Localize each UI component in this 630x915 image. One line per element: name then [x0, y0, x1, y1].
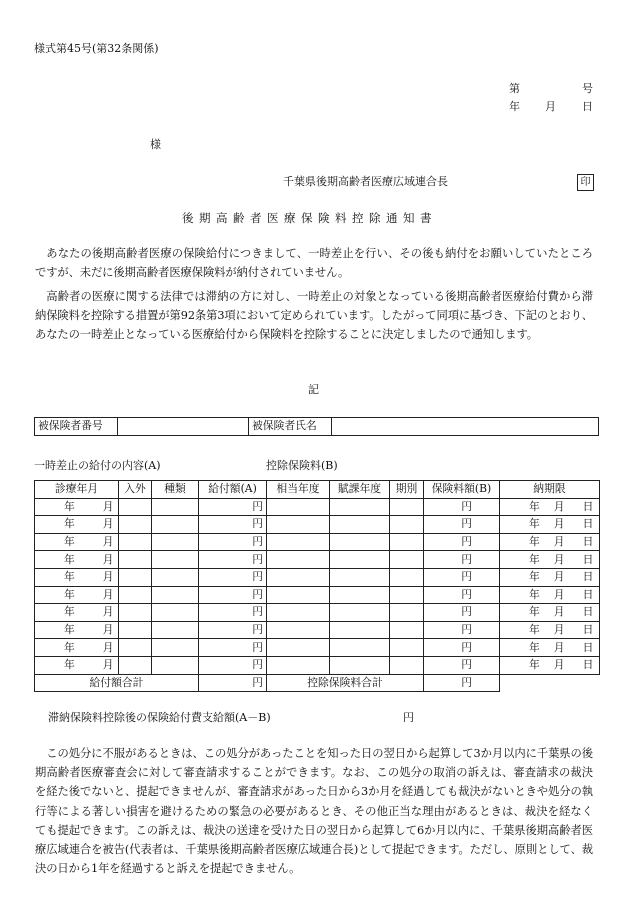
- cell-premium-amount: 円: [424, 498, 500, 516]
- cell-period: [390, 586, 424, 604]
- cell-type: [152, 533, 199, 551]
- doc-number-suffix: 号: [582, 82, 593, 95]
- cell-period: [390, 516, 424, 534]
- cell-levy-year: [330, 533, 390, 551]
- header-due-date: 納期限: [500, 481, 600, 499]
- form-number: 様式第45号(第32条関係): [34, 42, 159, 55]
- cell-due-date: 年 月 日: [500, 604, 600, 622]
- header-treatment-month: 診療年月: [35, 481, 119, 499]
- total-row: [35, 674, 600, 692]
- cell-treatment-month: 年 月: [35, 621, 119, 639]
- cell-in-out: [119, 516, 152, 534]
- insured-number-label: 被保険者番号: [35, 418, 118, 436]
- cell-levy-year: [330, 586, 390, 604]
- cell-type: [152, 639, 199, 657]
- cell-due-date: 年 月 日: [500, 639, 600, 657]
- total-benefit-label: 給付額合計: [35, 674, 199, 692]
- cell-period: [390, 533, 424, 551]
- cell-in-out: [119, 604, 152, 622]
- cell-corresponding-year: [267, 533, 330, 551]
- cell-corresponding-year: [267, 498, 330, 516]
- ki-note-heading: 記: [308, 383, 319, 396]
- header-levy-year: 賦課年度: [330, 481, 390, 499]
- date-year: 年: [509, 100, 520, 113]
- cell-period: [390, 498, 424, 516]
- cell-type: [152, 656, 199, 674]
- header-corresponding-year: 相当年度: [267, 481, 330, 499]
- insured-name-label: 被保険者氏名: [249, 418, 332, 436]
- cell-benefit-amount: 円: [199, 656, 267, 674]
- benefit-table: [34, 480, 600, 692]
- issuer-name: 千葉県後期高齢者医療広域連合長: [283, 175, 448, 188]
- cell-treatment-month: 年 月: [35, 586, 119, 604]
- cell-due-date: 年 月 日: [500, 498, 600, 516]
- cell-type: [152, 586, 199, 604]
- cell-premium-amount: 円: [424, 516, 500, 534]
- cell-treatment-month: 年 月: [35, 498, 119, 516]
- cell-in-out: [119, 656, 152, 674]
- table-row: [35, 639, 600, 657]
- cell-benefit-amount: 円: [199, 516, 267, 534]
- table-row: [35, 551, 600, 569]
- net-amount-label: 滞納保険料控除後の保険給付費支給額(A－B): [48, 711, 271, 724]
- insured-info-table: [34, 417, 599, 436]
- cell-type: [152, 551, 199, 569]
- cell-premium-amount: 円: [424, 656, 500, 674]
- cell-levy-year: [330, 604, 390, 622]
- cell-corresponding-year: [267, 621, 330, 639]
- cell-in-out: [119, 639, 152, 657]
- cell-treatment-month: 年 月: [35, 533, 119, 551]
- cell-in-out: [119, 533, 152, 551]
- total-benefit-yen: 円: [199, 674, 267, 692]
- table-row: [35, 656, 600, 674]
- cell-due-date: 年 月 日: [500, 621, 600, 639]
- document-title: 後期高齢者医療保険料控除通知書: [182, 211, 437, 225]
- seal-stamp: 印: [577, 174, 594, 191]
- addressee-honorific: 様: [150, 138, 161, 151]
- cell-in-out: [119, 498, 152, 516]
- cell-period: [390, 604, 424, 622]
- cell-benefit-amount: 円: [199, 604, 267, 622]
- cell-benefit-amount: 円: [199, 568, 267, 586]
- header-premium-amount: 保険料額(B): [424, 481, 500, 499]
- cell-levy-year: [330, 639, 390, 657]
- header-in-out: 入外: [119, 481, 152, 499]
- cell-levy-year: [330, 551, 390, 569]
- cell-benefit-amount: 円: [199, 498, 267, 516]
- cell-corresponding-year: [267, 604, 330, 622]
- cell-levy-year: [330, 568, 390, 586]
- net-amount-yen: 円: [403, 711, 414, 724]
- cell-period: [390, 656, 424, 674]
- cell-due-date: 年 月 日: [500, 516, 600, 534]
- cell-benefit-amount: 円: [199, 586, 267, 604]
- cell-corresponding-year: [267, 551, 330, 569]
- appeal-notice: この処分に不服があるときは、この処分があったことを知った日の翌日から起算して3か月以内に千葉県の後期高齢者医療審査会に対して審査請求することができます。なお、この処分の取消の訴えは、審査請求の裁決を経た後でないと、提起できませんが、審査請求があった日から3か月を経過しても裁決がないときや処分の執行等による著しい損害を避けるための緊急の必要があるとき、その他正当な理由があるときは、裁決を経なくても提起できます。この訴えは、裁決の送達を受けた日の翌日から起算して6か月以内に、千葉県後期高齢者医療広域連合を被告(代表者は、千葉県後期高齢者医療広域連合長)として提起できます。ただし、原則として、裁決の日から1年を経過すると訴えを提起できません。: [35, 747, 593, 876]
- cell-levy-year: [330, 498, 390, 516]
- cell-benefit-amount: 円: [199, 533, 267, 551]
- cell-period: [390, 568, 424, 586]
- cell-corresponding-year: [267, 586, 330, 604]
- insured-name-value: [332, 418, 599, 436]
- section-b-label: 控除保険料(B): [266, 459, 338, 472]
- cell-premium-amount: 円: [424, 604, 500, 622]
- cell-levy-year: [330, 516, 390, 534]
- header-benefit-amount: 給付額(A): [199, 481, 267, 499]
- cell-corresponding-year: [267, 568, 330, 586]
- table-row: [35, 568, 600, 586]
- cell-due-date: 年 月 日: [500, 551, 600, 569]
- header-type: 種類: [152, 481, 199, 499]
- date-month: 月: [545, 100, 556, 113]
- total-premium-label: 控除保険料合計: [267, 674, 424, 692]
- cell-type: [152, 498, 199, 516]
- cell-type: [152, 568, 199, 586]
- table-row: [35, 498, 600, 516]
- cell-treatment-month: 年 月: [35, 604, 119, 622]
- cell-premium-amount: 円: [424, 533, 500, 551]
- cell-corresponding-year: [267, 639, 330, 657]
- cell-treatment-month: 年 月: [35, 551, 119, 569]
- cell-premium-amount: 円: [424, 639, 500, 657]
- date-day: 日: [582, 100, 593, 113]
- cell-type: [152, 604, 199, 622]
- section-a-label: 一時差止の給付の内容(A): [34, 459, 161, 472]
- header-period: 期別: [390, 481, 424, 499]
- cell-treatment-month: 年 月: [35, 656, 119, 674]
- cell-in-out: [119, 586, 152, 604]
- cell-type: [152, 516, 199, 534]
- cell-treatment-month: 年 月: [35, 516, 119, 534]
- body-paragraph-2: 高齢者の医療に関する法律では滞納の方に対し、一時差止の対象となっている後期高齢者医療給付費から滞納保険料を控除する措置が第92条第3項において定められています。したがって同項に基づき、下記のとおり、あなたの一時差止となっている医療給付から保険料を控除することに決定しましたので通知します。: [35, 290, 593, 342]
- cell-levy-year: [330, 656, 390, 674]
- cell-corresponding-year: [267, 516, 330, 534]
- cell-type: [152, 621, 199, 639]
- total-row-blank: [500, 674, 600, 692]
- cell-benefit-amount: 円: [199, 621, 267, 639]
- cell-benefit-amount: 円: [199, 551, 267, 569]
- table-row: [35, 516, 600, 534]
- body-paragraph-1: あなたの後期高齢者医療の保険給付につきまして、一時差止を行い、その後も納付をお願いしていたところですが、未だに後期高齢者医療保険料が納付されていません。: [35, 247, 593, 280]
- cell-due-date: 年 月 日: [500, 586, 600, 604]
- cell-benefit-amount: 円: [199, 639, 267, 657]
- cell-corresponding-year: [267, 656, 330, 674]
- cell-due-date: 年 月 日: [500, 568, 600, 586]
- cell-premium-amount: 円: [424, 551, 500, 569]
- cell-premium-amount: 円: [424, 568, 500, 586]
- cell-period: [390, 639, 424, 657]
- cell-premium-amount: 円: [424, 621, 500, 639]
- table-row: [35, 586, 600, 604]
- cell-in-out: [119, 621, 152, 639]
- cell-in-out: [119, 551, 152, 569]
- cell-levy-year: [330, 621, 390, 639]
- cell-treatment-month: 年 月: [35, 568, 119, 586]
- cell-period: [390, 621, 424, 639]
- cell-in-out: [119, 568, 152, 586]
- cell-due-date: 年 月 日: [500, 533, 600, 551]
- insured-number-value: [118, 418, 249, 436]
- cell-treatment-month: 年 月: [35, 639, 119, 657]
- cell-premium-amount: 円: [424, 586, 500, 604]
- table-row: [35, 533, 600, 551]
- table-row: [35, 604, 600, 622]
- table-header-row: [35, 481, 600, 499]
- cell-period: [390, 551, 424, 569]
- cell-due-date: 年 月 日: [500, 656, 600, 674]
- total-premium-yen: 円: [424, 674, 500, 692]
- doc-number-prefix: 第: [509, 82, 520, 95]
- table-row: [35, 621, 600, 639]
